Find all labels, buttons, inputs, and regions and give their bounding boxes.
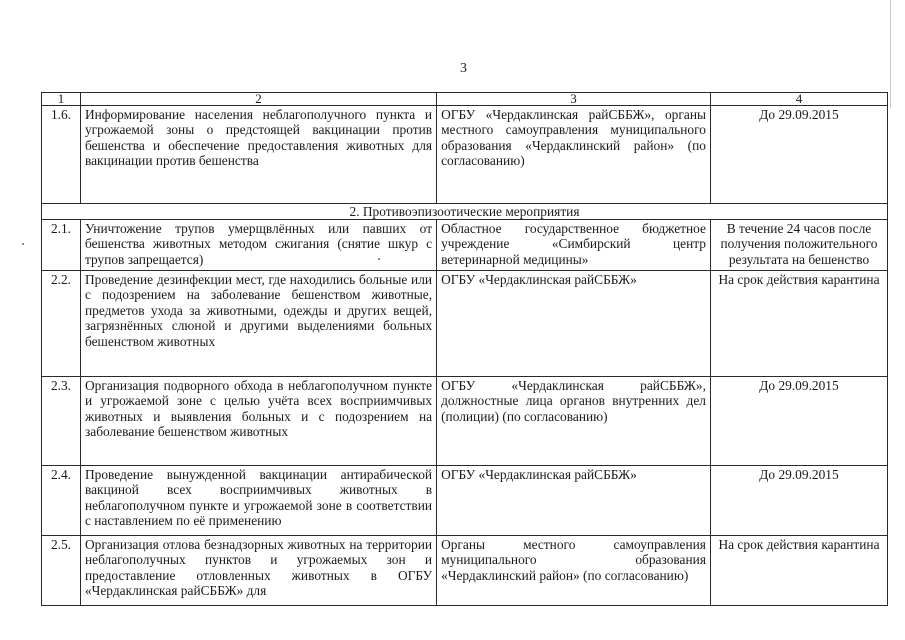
section-title: 2. Противоэпизоотические мероприятия [42, 204, 888, 220]
deadline-cell: До 29.09.2015 [710, 377, 887, 466]
page-number-text: 3 [460, 61, 467, 76]
table-row [42, 377, 888, 466]
header-cell-1: 1 [42, 93, 81, 106]
section-row [42, 204, 888, 220]
measure-cell: Организация подворного обхода в неблагополучном пункте и угрожаемой зоне с целью учёта всех восприимчивых животных и выявления больных и с подозрением на заболевание бешенством животных [80, 377, 436, 466]
scan-edge-line [890, 0, 891, 108]
header-cell-3: 3 [437, 93, 711, 106]
row-number: 2.2. [42, 271, 81, 377]
table-header-row [42, 93, 888, 106]
row-number: 2.5. [42, 536, 81, 606]
row-number: 2.3. [42, 377, 81, 466]
header-cell-2: 2 [80, 93, 436, 106]
responsible-cell: ОГБУ «Чердаклинская райСББЖ», органы местного самоуправления муниципального образования «Чердаклинский район» (по согласованию) [437, 106, 711, 204]
deadline-cell: На срок действия карантина [710, 536, 887, 606]
responsible-cell: ОГБУ «Чердаклинская райСББЖ» [437, 466, 711, 536]
measure-cell: Проведение вынужденной вакцинации антирабической вакциной всех восприимчивых животных в неблагополучном пункте и угрожаемой зоне в соответствии с наставлением по её применению [80, 466, 436, 536]
table-row [42, 536, 888, 606]
scan-speck [22, 243, 24, 245]
deadline-cell: До 29.09.2015 [710, 106, 887, 204]
responsible-cell: ОГБУ «Чердаклинская райСББЖ» [437, 271, 711, 377]
table-row [42, 106, 888, 204]
deadline-cell: На срок действия карантина [710, 271, 887, 377]
responsible-cell: ОГБУ «Чердаклинская райСББЖ», должностные лица органов внутренних дел (полиции) (по согласованию) [437, 377, 711, 466]
row-number: 2.1. [42, 220, 81, 271]
row-number: 1.6. [42, 106, 81, 204]
row-number: 2.4. [42, 466, 81, 536]
deadline-cell: До 29.09.2015 [710, 466, 887, 536]
header-cell-4: 4 [710, 93, 887, 106]
table-row [42, 271, 888, 377]
page-number [0, 61, 905, 77]
deadline-cell: В течение 24 часов после получения положительного результата на бешенство [710, 220, 887, 271]
responsible-cell: Областное государственное бюджетное учреждение «Симбирский центр ветеринарной медицины» [437, 220, 711, 271]
measure-cell: Информирование населения неблагополучного пункта и угрожаемой зоны о предстоящей вакцинации против бешенства и обеспечение предоставления животных для вакцинации против бешенства [80, 106, 436, 204]
measures-table [41, 92, 888, 606]
table-row [42, 220, 888, 271]
measure-cell: Организация отлова безнадзорных животных на территории неблагополучных пунктов и угрожаемых зон и предоставление отловленных животных в ОГБУ «Чердаклинская райСББЖ» для [80, 536, 436, 606]
responsible-cell: Органы местного самоуправления муниципального образования «Чердаклинский район» (по согласованию) [437, 536, 711, 606]
table-row [42, 466, 888, 536]
measure-cell: Уничтожение трупов умерщвлённых или павших от бешенства животных методом сжигания (снятие шкур с трупов запрещается) [80, 220, 436, 271]
measure-cell: Проведение дезинфекции мест, где находились больные или с подозрением на заболевание бешенством животные, предметов ухода за животными, одежды и других вещей, загрязнённых слюной и другими выделениями больных бешенством животных [80, 271, 436, 377]
